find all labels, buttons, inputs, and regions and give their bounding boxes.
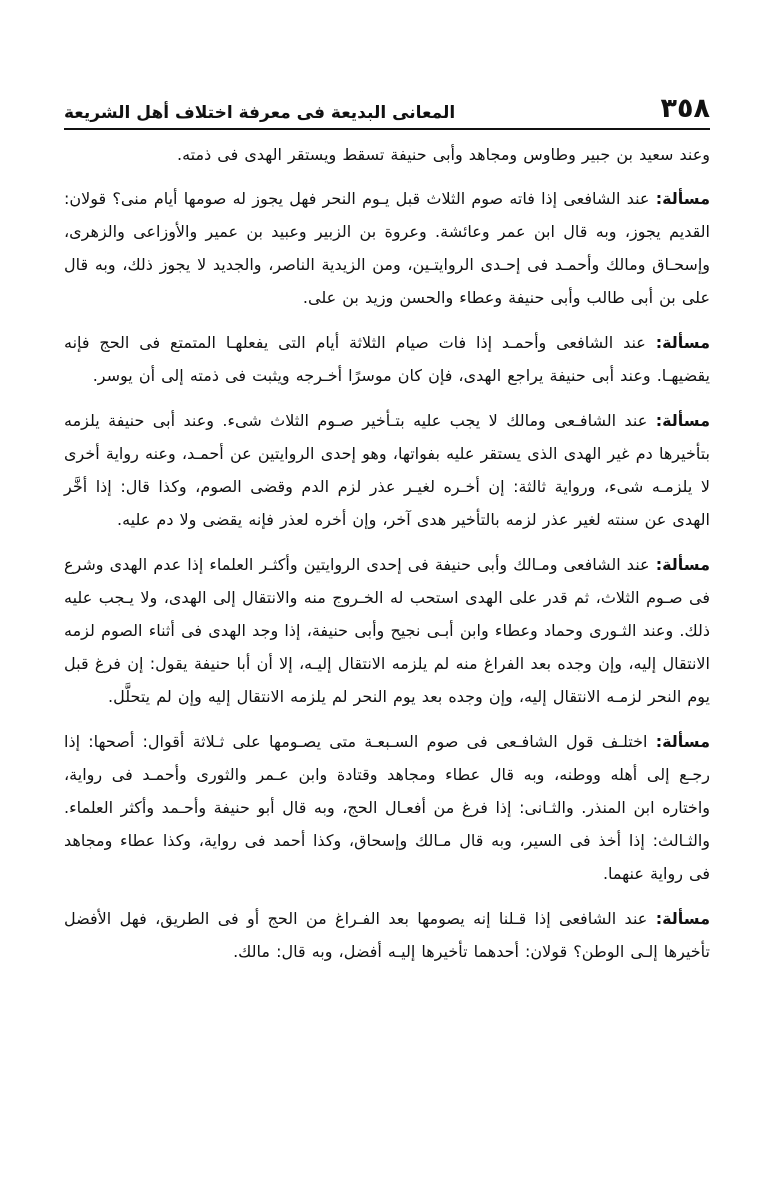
- paragraph-text: عند الشافعى ومـالك وأبى حنيفة فى إحدى الروايتين وأكثـر العلماء إذا عدم الهدى وشرع فى صـوم الثلاث، ثم قدر على الهدى استحب له الخـروج منه والانتقال إلى الهدى، ولا يـجب عليه ذلك. وعند الثـورى وحماد وعطاء وابن أبـى نجيح وأبى حنيفة، إذا وجد الهدى فى أثناء الصوم لزمه الانتقال إليه، وإن وجده بعد الفراغ منه لم يلزمه الانتقال إليـه، إلا أن أبا حنيفة يقول: إن فرغ قبل يوم النحر لزمـه الانتقال إليه، وإن وجده بعد يوم النحر لم يلزمه الانتقال إليه وإن لم يتحلَّل.: [64, 555, 710, 706]
- paragraph: [64, 326, 710, 392]
- page-number: ٣٥٨: [660, 93, 710, 124]
- paragraph-lead: مسألة:: [655, 555, 710, 574]
- paragraph: [64, 138, 710, 171]
- paragraph-text: عند الشافعى إذا فاته صوم الثلاث قبل يـوم النحر فهل يجوز له صومها أيام منى؟ قولان: القديم يجوز، وبه قال ابن عمر وعائشة. وعروة بن الزبير وعبيد بن عمير والأوزاعى والزهرى، وإسحـاق ومالك وأحمـد فى إحـدى الروايتـين، ومن الزيدية الناصر، والجديد لا يجوز ذلك، وبه قال على بن أبى طالب وأبى حنيفة وعطاء والحسن وزيد بن على.: [64, 189, 710, 307]
- body-text: [64, 138, 710, 968]
- paragraph-lead: مسألة:: [655, 411, 710, 430]
- paragraph: [64, 182, 710, 314]
- paragraph-text: وعند سعيد بن جبير وطاوس ومجاهد وأبى حنيفة تسقط ويستقر الهدى فى ذمته.: [177, 145, 710, 164]
- running-header: [64, 82, 710, 130]
- paragraph: [64, 725, 710, 890]
- paragraph-lead: مسألة:: [655, 909, 710, 928]
- paragraph-lead: مسألة:: [655, 189, 710, 208]
- paragraph-lead: مسألة:: [655, 333, 710, 352]
- book-page: [64, 82, 710, 980]
- paragraph: [64, 902, 710, 968]
- book-title: المعانى البديعة فى معرفة اختلاف أهل الشريعة: [64, 103, 456, 123]
- paragraph-text: عند الشافعى إذا قـلنا إنه يصومها بعد الفـراغ من الحج أو فى الطريق، فهل الأفضل تأخيرها إلـى الوطن؟ قولان: أحدهما تأخيرها إليـه أفضل، وبه قال: مالك.: [64, 909, 710, 961]
- paragraph-text: عند الشافـعى ومالك لا يجب عليه بتـأخير صـوم الثلاث شىء. وعند أبى حنيفة يلزمه بتأخيرها دم غير الهدى الذى يستقر عليه بفواتها، وهو إحدى الروايتين عن أحمـد، وعنه رواية أخرى لا يلزمـه شىء، ورواية ثالثة: إن أخـره لغيـر عذر لزم الدم وقضى الصوم، وكذا قال: إذا أخَّر الهدى عن سنته لغير عذر لزمه بالتأخير هدى آخر، وإن أخره لعذر فإنه يقضى ولا دم عليه.: [64, 411, 710, 529]
- paragraph-lead: مسألة:: [655, 732, 710, 751]
- paragraph: [64, 548, 710, 713]
- paragraph-text: اختلـف قول الشافـعى فى صوم السـبعـة متى يصـومها على ثـلاثة أقوال: أصحها: إذا رجـع إلى أهله ووطنه، وبه قال عطاء ومجاهد وقتادة وابن عـمر والثورى وأحمـد فى رواية، واختاره ابن المنذر. والثـانى: إذا فرغ من أفعـال الحج، وبه قال أبو حنيفة وأحـمد وأكثر العلماء. والثـالث: إذا أخذ فى السير، وبه قال مـالك وإسحاق، وكذا أحمد فى رواية، وكذا عطاء ومجاهد فى رواية عنهما.: [64, 732, 710, 883]
- paragraph: [64, 404, 710, 536]
- paragraph-text: عند الشافعى وأحمـد إذا فات صيام الثلاثة أيام التى يفعلهـا المتمتع فى الحج فإنه يقضيهـا. وعند أبى حنيفة يراجع الهدى، فإن كان موسرًا أخـرجه ويثبت فى ذمته إلى أن يوسر.: [64, 333, 710, 385]
